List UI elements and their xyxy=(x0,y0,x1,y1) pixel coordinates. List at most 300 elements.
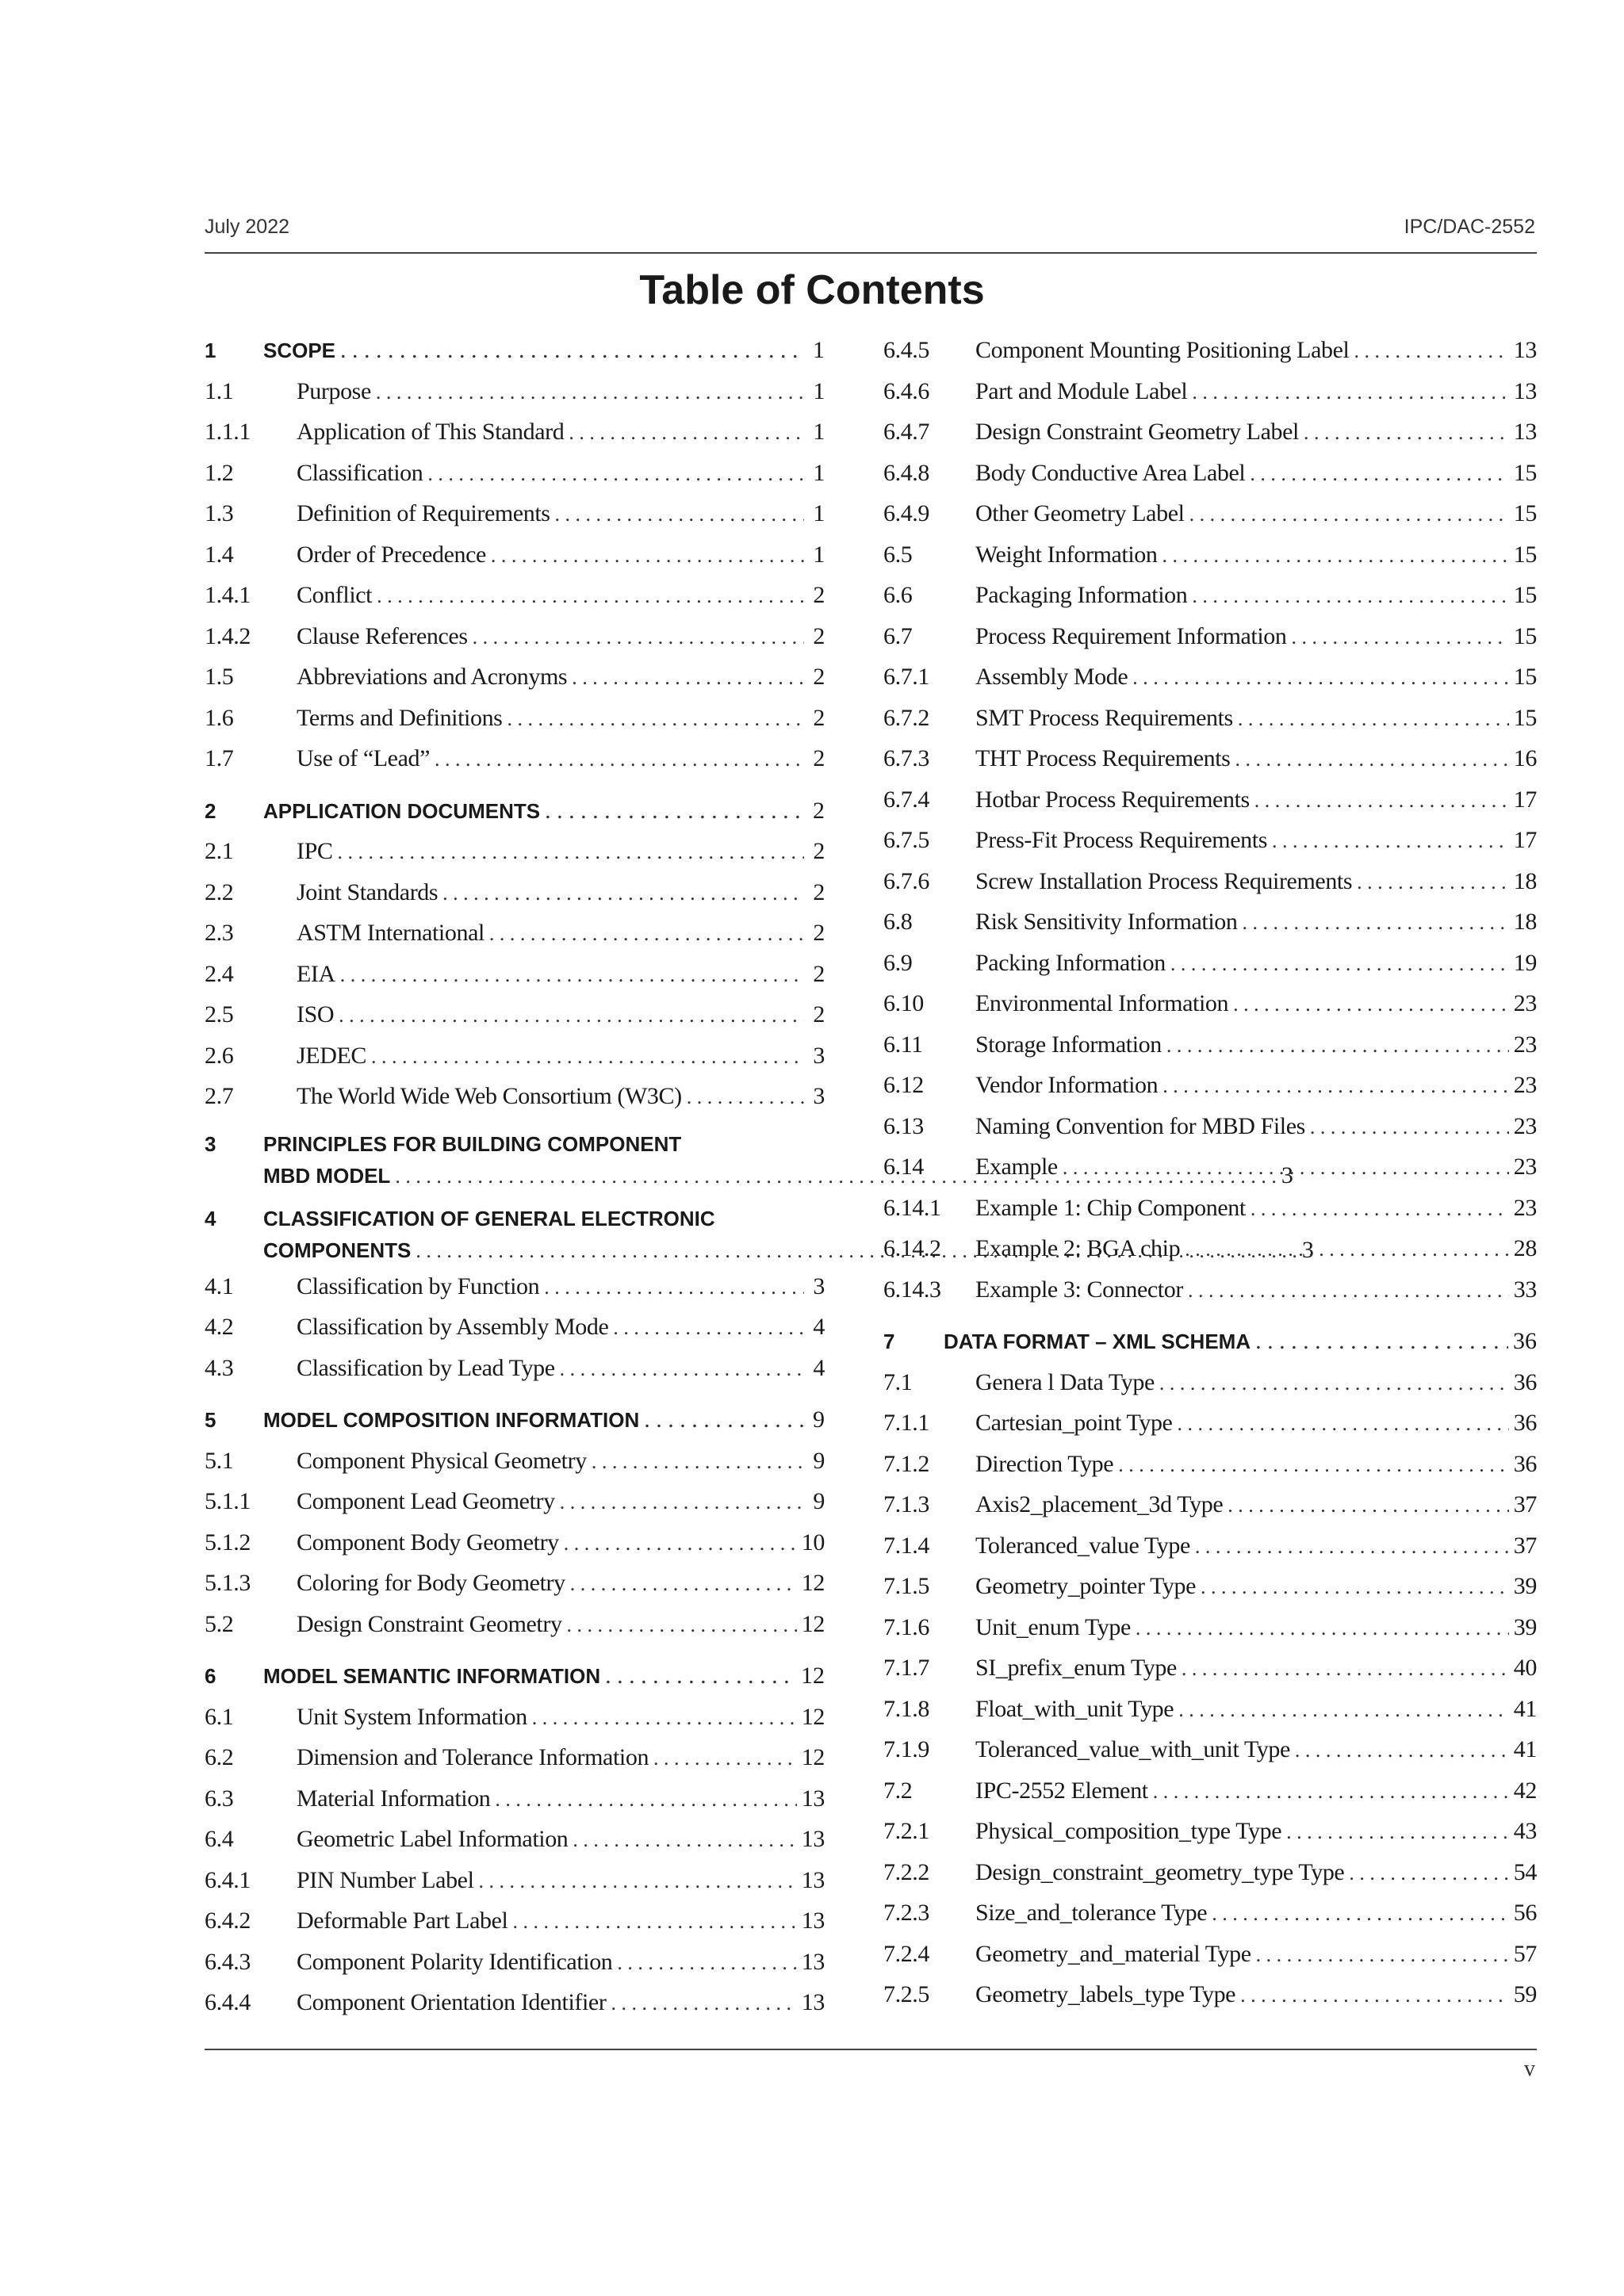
section-number: 2.1 xyxy=(205,838,234,864)
toc-entry[interactable] xyxy=(883,1024,1537,1066)
page-number: 37 xyxy=(1513,1532,1537,1559)
dot-leader xyxy=(613,1307,804,1349)
toc-entry[interactable] xyxy=(205,954,825,995)
section-title: Classification by Assembly Mode xyxy=(297,1314,609,1340)
dot-leader xyxy=(617,1942,796,1984)
section-number: 1.3 xyxy=(205,500,234,526)
toc-entry[interactable] xyxy=(883,698,1537,739)
section-title: Dimension and Tolerance Information xyxy=(297,1744,649,1770)
toc-entry[interactable] xyxy=(883,1934,1537,1975)
section-number: 1.1 xyxy=(205,377,234,404)
section-title: Environmental Information xyxy=(975,990,1229,1016)
section-number: 2.4 xyxy=(205,960,234,987)
section-title: Conflict xyxy=(297,582,373,608)
toc-entry[interactable] xyxy=(883,575,1537,616)
page-number: 2 xyxy=(813,664,825,690)
toc-entry[interactable] xyxy=(205,698,825,739)
page-number: 18 xyxy=(1513,909,1537,935)
toc-entry[interactable] xyxy=(883,943,1537,984)
page-number: 3 xyxy=(813,1042,825,1069)
section-number: 7.2.3 xyxy=(883,1900,930,1926)
page-number: 15 xyxy=(1513,622,1537,649)
section-number: 1.4 xyxy=(205,541,234,568)
dot-leader xyxy=(1310,1107,1509,1148)
section-number: 6.4.2 xyxy=(205,1908,251,1934)
page-number: 37 xyxy=(1513,1491,1537,1517)
toc-entry[interactable] xyxy=(205,1737,825,1778)
section-number: 6.1 xyxy=(205,1703,234,1730)
toc-entry[interactable] xyxy=(883,1188,1537,1229)
toc-entry[interactable] xyxy=(205,1604,825,1645)
dot-leader xyxy=(427,453,804,495)
page-number: 9 xyxy=(813,1488,825,1514)
section-number: 6 xyxy=(205,1664,216,1688)
section-number: 6.4.3 xyxy=(205,1948,251,1975)
page-number: 54 xyxy=(1513,1858,1537,1885)
toc-entry[interactable] xyxy=(205,656,825,698)
page-number: 56 xyxy=(1513,1900,1537,1926)
section-title: Process Requirement Information xyxy=(975,622,1287,649)
dot-leader xyxy=(532,1697,797,1739)
section-title: MODEL COMPOSITION INFORMATION xyxy=(263,1408,640,1432)
section-number: 6.4.6 xyxy=(883,377,930,404)
section-number: 6.11 xyxy=(883,1031,923,1058)
dot-leader xyxy=(555,494,804,535)
section-number: 2 xyxy=(205,798,216,823)
section-title: Axis2_placement_3d Type xyxy=(975,1491,1224,1517)
section-title: Vendor Information xyxy=(975,1072,1159,1098)
dot-leader xyxy=(1136,1608,1509,1649)
dot-leader xyxy=(569,412,804,453)
toc-entry[interactable] xyxy=(883,1228,1537,1269)
toc-entry[interactable] xyxy=(205,1819,825,1860)
dot-leader xyxy=(544,1267,804,1308)
page-number: 2 xyxy=(813,745,825,771)
section-number: 1.4.1 xyxy=(205,582,251,608)
section-title-continued: MBD MODEL xyxy=(263,1163,391,1188)
toc-entry[interactable] xyxy=(205,994,825,1035)
toc-entry[interactable] xyxy=(883,1852,1537,1893)
dot-leader xyxy=(1195,1526,1509,1567)
toc-entry[interactable] xyxy=(883,656,1537,698)
page-number: 19 xyxy=(1513,949,1537,976)
section-number: 1.4.2 xyxy=(205,622,251,649)
section-number: 4.1 xyxy=(205,1272,234,1299)
section-title: Geometry_pointer Type xyxy=(975,1573,1197,1599)
toc-entry[interactable] xyxy=(205,1348,825,1389)
toc-entry[interactable] xyxy=(205,1982,825,2023)
toc-entry[interactable] xyxy=(883,1484,1537,1525)
page-number: 23 xyxy=(1513,1031,1537,1058)
toc-entry[interactable] xyxy=(883,330,1537,371)
toc-chapter-entry[interactable] xyxy=(205,1399,825,1441)
toc-entry[interactable] xyxy=(205,493,825,534)
page-number: 13 xyxy=(801,1948,825,1975)
page-number: 1 xyxy=(813,419,825,445)
section-number: 1 xyxy=(205,339,216,362)
section-title: IPC xyxy=(297,838,333,864)
section-title: EIA xyxy=(297,960,335,987)
section-title: Component Polarity Identification xyxy=(297,1948,613,1975)
page-number: 36 xyxy=(1513,1450,1537,1477)
section-title: Terms and Definitions xyxy=(297,704,503,731)
section-title: IPC-2552 Element xyxy=(975,1777,1148,1804)
toc-entry[interactable] xyxy=(883,1892,1537,1934)
toc-entry[interactable] xyxy=(205,1697,825,1738)
toc-entry[interactable] xyxy=(883,453,1537,494)
section-number: 7.2.2 xyxy=(883,1858,930,1885)
toc-entry[interactable] xyxy=(883,901,1537,943)
page-number: 13 xyxy=(801,1785,825,1812)
section-title: Classification xyxy=(297,459,423,486)
dot-leader xyxy=(545,790,804,832)
section-number: 6.4 xyxy=(205,1826,234,1852)
dot-leader xyxy=(572,657,804,698)
dot-leader xyxy=(653,1738,797,1779)
section-number: 7.1.3 xyxy=(883,1491,930,1517)
dot-leader xyxy=(1228,1485,1509,1526)
section-number: 6.4.7 xyxy=(883,419,930,445)
dot-leader xyxy=(1166,1025,1509,1066)
dot-leader xyxy=(371,1036,804,1077)
dot-leader xyxy=(473,617,804,658)
section-title-line: CLASSIFICATION OF GENERAL ELECTRONIC xyxy=(263,1206,715,1230)
toc-entry[interactable] xyxy=(205,1900,825,1942)
dot-leader xyxy=(564,1523,797,1564)
section-number: 6.7.5 xyxy=(883,827,930,853)
toc-entry[interactable] xyxy=(883,1525,1537,1567)
section-number: 7.1 xyxy=(883,1368,913,1395)
section-number: 7 xyxy=(883,1330,895,1353)
page-number: 36 xyxy=(1513,1410,1537,1436)
section-title: Clause References xyxy=(297,622,468,649)
section-title: Design Constraint Geometry xyxy=(297,1610,562,1637)
section-title: Float_with_unit Type xyxy=(975,1695,1174,1722)
page-number: 28 xyxy=(1513,1235,1537,1261)
page-number: 4 xyxy=(813,1314,825,1340)
section-title: Example xyxy=(975,1154,1058,1180)
section-number: 7.1.1 xyxy=(883,1410,930,1436)
page-number: 2 xyxy=(813,960,825,987)
toc-entry[interactable] xyxy=(205,831,825,872)
page-number: 12 xyxy=(801,1663,825,1689)
section-number: 6.6 xyxy=(883,582,913,608)
section-title: Use of “Lead” xyxy=(297,745,431,771)
section-number: 4.3 xyxy=(205,1354,234,1381)
toc-entry[interactable] xyxy=(205,534,825,576)
toc-chapter-entry[interactable] xyxy=(205,330,825,371)
section-title: The World Wide Web Consortium (W3C) xyxy=(297,1083,682,1109)
section-title: Naming Convention for MBD Files xyxy=(975,1112,1305,1139)
toc-chapter-entry[interactable] xyxy=(883,1321,1537,1362)
dot-leader xyxy=(1233,984,1509,1025)
section-number: 2.7 xyxy=(205,1083,234,1109)
page-number: 2 xyxy=(813,920,825,946)
section-number: 6.12 xyxy=(883,1072,924,1098)
section-number: 1.5 xyxy=(205,664,234,690)
page-number: 33 xyxy=(1513,1276,1537,1303)
toc-entry[interactable] xyxy=(205,1076,825,1117)
section-title: Component Body Geometry xyxy=(297,1529,559,1556)
section-number: 6.3 xyxy=(205,1785,234,1812)
section-title: Classification by Function xyxy=(297,1272,540,1299)
toc-entry[interactable] xyxy=(205,1860,825,1901)
toc-entry[interactable] xyxy=(883,983,1537,1024)
page-number: 12 xyxy=(801,1570,825,1596)
section-number: 3 xyxy=(205,1131,216,1156)
page-number: 40 xyxy=(1513,1655,1537,1681)
section-number: 7.1.2 xyxy=(883,1450,930,1477)
dot-leader xyxy=(489,913,804,955)
page-number: 15 xyxy=(1513,500,1537,526)
section-title: Classification by Lead Type xyxy=(297,1354,555,1381)
dot-leader xyxy=(567,1605,797,1646)
section-number: 1.6 xyxy=(205,704,234,731)
dot-leader xyxy=(1192,372,1508,413)
dot-leader xyxy=(611,1983,796,2024)
toc-entry[interactable] xyxy=(883,411,1537,453)
toc-entry[interactable] xyxy=(883,1146,1537,1188)
page-number: 2 xyxy=(813,622,825,649)
section-number: 7.1.7 xyxy=(883,1655,930,1681)
section-title: Hotbar Process Requirements xyxy=(975,786,1250,813)
section-number: 2.5 xyxy=(205,1001,234,1027)
dot-leader xyxy=(1235,739,1508,780)
toc-entry[interactable] xyxy=(205,1942,825,1983)
toc-entry[interactable] xyxy=(205,1563,825,1604)
dot-leader xyxy=(1238,698,1509,740)
section-number: 6.4.5 xyxy=(883,337,930,363)
dot-leader xyxy=(644,1399,804,1441)
section-number: 1.1.1 xyxy=(205,419,251,445)
dot-leader xyxy=(1240,1975,1509,2016)
page-number: 15 xyxy=(1513,541,1537,568)
page-number: 59 xyxy=(1513,1981,1537,2007)
page-number: 10 xyxy=(801,1529,825,1556)
toc-entry[interactable] xyxy=(883,1402,1537,1444)
section-title: Part and Module Label xyxy=(975,377,1188,404)
dot-leader xyxy=(1177,1403,1508,1445)
page-number: 41 xyxy=(1513,1695,1537,1722)
dot-leader xyxy=(512,1901,796,1942)
toc-entry[interactable] xyxy=(883,1566,1537,1607)
section-title: Example 2: BGA chip xyxy=(975,1235,1181,1261)
section-number: 5.1.2 xyxy=(205,1529,251,1556)
toc-entry[interactable] xyxy=(883,1974,1537,2015)
dot-leader xyxy=(1153,1771,1509,1812)
toc-entry[interactable] xyxy=(883,616,1537,657)
section-title: Assembly Mode xyxy=(975,664,1128,690)
toc-entry[interactable] xyxy=(205,616,825,657)
toc-entry[interactable] xyxy=(883,493,1537,534)
section-number: 6.2 xyxy=(205,1744,234,1770)
toc-entry[interactable] xyxy=(883,1689,1537,1730)
section-number: 6.14 xyxy=(883,1154,924,1180)
dot-leader xyxy=(1272,821,1509,862)
section-number: 6.7.2 xyxy=(883,704,930,731)
dot-leader xyxy=(495,1779,796,1820)
page-number: 3 xyxy=(1281,1161,1293,1188)
dot-leader xyxy=(442,873,804,914)
footer-rule xyxy=(205,2049,1537,2050)
section-number: 7.1.9 xyxy=(883,1736,930,1762)
toc-entry[interactable] xyxy=(883,1729,1537,1770)
section-title: Example 3: Connector xyxy=(975,1276,1183,1303)
toc-entry[interactable] xyxy=(205,1481,825,1522)
section-title: APPLICATION DOCUMENTS xyxy=(263,798,541,823)
section-number: 7.2.4 xyxy=(883,1940,930,1967)
dot-leader xyxy=(479,1861,797,1902)
toc-entry[interactable] xyxy=(205,1035,825,1077)
page-number: 12 xyxy=(801,1703,825,1730)
page-number: 13 xyxy=(801,1908,825,1934)
dot-leader xyxy=(1295,1730,1509,1771)
page-number: 1 xyxy=(813,459,825,486)
section-title: Storage Information xyxy=(975,1031,1162,1058)
page-number: 2 xyxy=(813,878,825,905)
toc-chapter-entry[interactable] xyxy=(205,790,825,832)
page-number: 18 xyxy=(1513,867,1537,894)
section-number: 6.14.1 xyxy=(883,1194,941,1221)
dot-leader xyxy=(1132,657,1509,698)
toc-entry[interactable] xyxy=(883,1647,1537,1689)
toc-entry[interactable] xyxy=(883,1770,1537,1812)
toc-entry[interactable] xyxy=(205,1266,825,1307)
toc-entry[interactable] xyxy=(205,575,825,616)
page-number: 36 xyxy=(1513,1328,1537,1354)
page-number: 3 xyxy=(813,1083,825,1109)
dot-leader xyxy=(573,1820,796,1861)
toc-entry[interactable] xyxy=(883,738,1537,779)
toc-entry[interactable] xyxy=(205,453,825,494)
toc-entry[interactable] xyxy=(205,738,825,779)
toc-entry[interactable] xyxy=(883,1444,1537,1485)
section-title: Toleranced_value Type xyxy=(975,1532,1190,1559)
toc-entry[interactable] xyxy=(883,1269,1537,1311)
page-number: 15 xyxy=(1513,582,1537,608)
section-number: 6.5 xyxy=(883,541,913,568)
section-number: 5.2 xyxy=(205,1610,234,1637)
toc-entry[interactable] xyxy=(883,534,1537,576)
dot-leader xyxy=(1212,1893,1509,1934)
section-title: Material Information xyxy=(297,1785,491,1812)
page-number: 15 xyxy=(1513,664,1537,690)
toc-entry[interactable] xyxy=(883,779,1537,821)
toc-entry[interactable] xyxy=(883,1065,1537,1106)
section-title: Cartesian_point Type xyxy=(975,1410,1173,1436)
toc-entry[interactable] xyxy=(883,1607,1537,1648)
toc-entry[interactable] xyxy=(205,1307,825,1348)
section-number: 7.2.5 xyxy=(883,1981,930,2007)
dot-leader xyxy=(491,535,804,576)
page-number: 2 xyxy=(813,838,825,864)
toc-entry[interactable] xyxy=(205,1522,825,1563)
section-title: Genera l Data Type xyxy=(975,1368,1155,1395)
toc-entry[interactable] xyxy=(883,1362,1537,1403)
toc-entry[interactable] xyxy=(205,1441,825,1482)
toc-entry[interactable] xyxy=(205,872,825,913)
section-number: 5.1.3 xyxy=(205,1570,251,1596)
toc-entry[interactable] xyxy=(205,411,825,453)
section-number: 6.8 xyxy=(883,909,913,935)
section-number: 6.7 xyxy=(883,622,913,649)
dot-leader xyxy=(1192,576,1508,617)
page-title: Table of Contents xyxy=(639,267,985,313)
section-number: 7.1.8 xyxy=(883,1695,930,1722)
dot-leader xyxy=(1251,1188,1509,1230)
section-number: 6.13 xyxy=(883,1112,924,1139)
section-title: SCOPE xyxy=(263,339,336,362)
section-title: Order of Precedence xyxy=(297,541,486,568)
dot-leader xyxy=(1286,1812,1509,1853)
section-title: SMT Process Requirements xyxy=(975,704,1233,731)
toc-entry[interactable] xyxy=(883,1811,1537,1852)
page-number: 23 xyxy=(1513,1072,1537,1098)
section-title: JEDEC xyxy=(297,1042,367,1069)
page-number: 2 xyxy=(813,797,825,824)
section-number: 6.4.4 xyxy=(205,1989,251,2015)
section-title: Design_constraint_geometry_type Type xyxy=(975,1858,1345,1885)
page-number: 13 xyxy=(801,1826,825,1852)
toc-chapter-entry[interactable] xyxy=(205,1655,825,1697)
page-number: 12 xyxy=(801,1610,825,1637)
dot-leader xyxy=(1254,780,1509,821)
section-number: 6.10 xyxy=(883,990,924,1016)
section-title: PIN Number Label xyxy=(297,1866,474,1893)
page-number: 1 xyxy=(813,337,825,363)
section-title: Screw Installation Process Requirements xyxy=(975,867,1353,894)
toc-entry[interactable] xyxy=(205,913,825,954)
section-number: 1.7 xyxy=(205,745,234,771)
dot-leader xyxy=(338,832,805,873)
toc-entry[interactable] xyxy=(883,820,1537,861)
toc-entry[interactable] xyxy=(883,861,1537,902)
page-number: 15 xyxy=(1513,704,1537,731)
section-number: 5.1 xyxy=(205,1447,234,1474)
dot-leader xyxy=(1189,494,1509,535)
dot-leader xyxy=(687,1077,804,1118)
section-title: Packing Information xyxy=(975,949,1166,976)
toc-entry[interactable] xyxy=(205,371,825,412)
dot-leader xyxy=(1185,1229,1509,1270)
section-title: MODEL SEMANTIC INFORMATION xyxy=(263,1664,601,1688)
section-number: 4.2 xyxy=(205,1314,234,1340)
page-number: 4 xyxy=(813,1354,825,1381)
toc-entry[interactable] xyxy=(883,371,1537,412)
section-title: THT Process Requirements xyxy=(975,745,1231,771)
page-number: 39 xyxy=(1513,1573,1537,1599)
section-title-continued: COMPONENTS xyxy=(263,1238,412,1262)
toc-entry[interactable] xyxy=(883,1106,1537,1147)
dot-leader xyxy=(1188,1270,1509,1311)
section-title: Abbreviations and Acronyms xyxy=(297,664,568,690)
page-number: 12 xyxy=(801,1744,825,1770)
dot-leader xyxy=(507,698,804,740)
dot-leader xyxy=(435,739,804,780)
section-title: Example 1: Chip Component xyxy=(975,1194,1246,1221)
page-number: 9 xyxy=(813,1406,825,1433)
section-title: Purpose xyxy=(297,377,371,404)
toc-entry[interactable] xyxy=(205,1778,825,1820)
dot-leader xyxy=(1242,902,1508,943)
section-title: Geometric Label Information xyxy=(297,1826,569,1852)
page-number: 43 xyxy=(1513,1818,1537,1844)
section-title: SI_prefix_enum Type xyxy=(975,1655,1177,1681)
section-title: Application of This Standard xyxy=(297,419,565,445)
section-number: 6.4.1 xyxy=(205,1866,251,1893)
section-number: 6.14.3 xyxy=(883,1276,941,1303)
section-number: 2.3 xyxy=(205,920,234,946)
